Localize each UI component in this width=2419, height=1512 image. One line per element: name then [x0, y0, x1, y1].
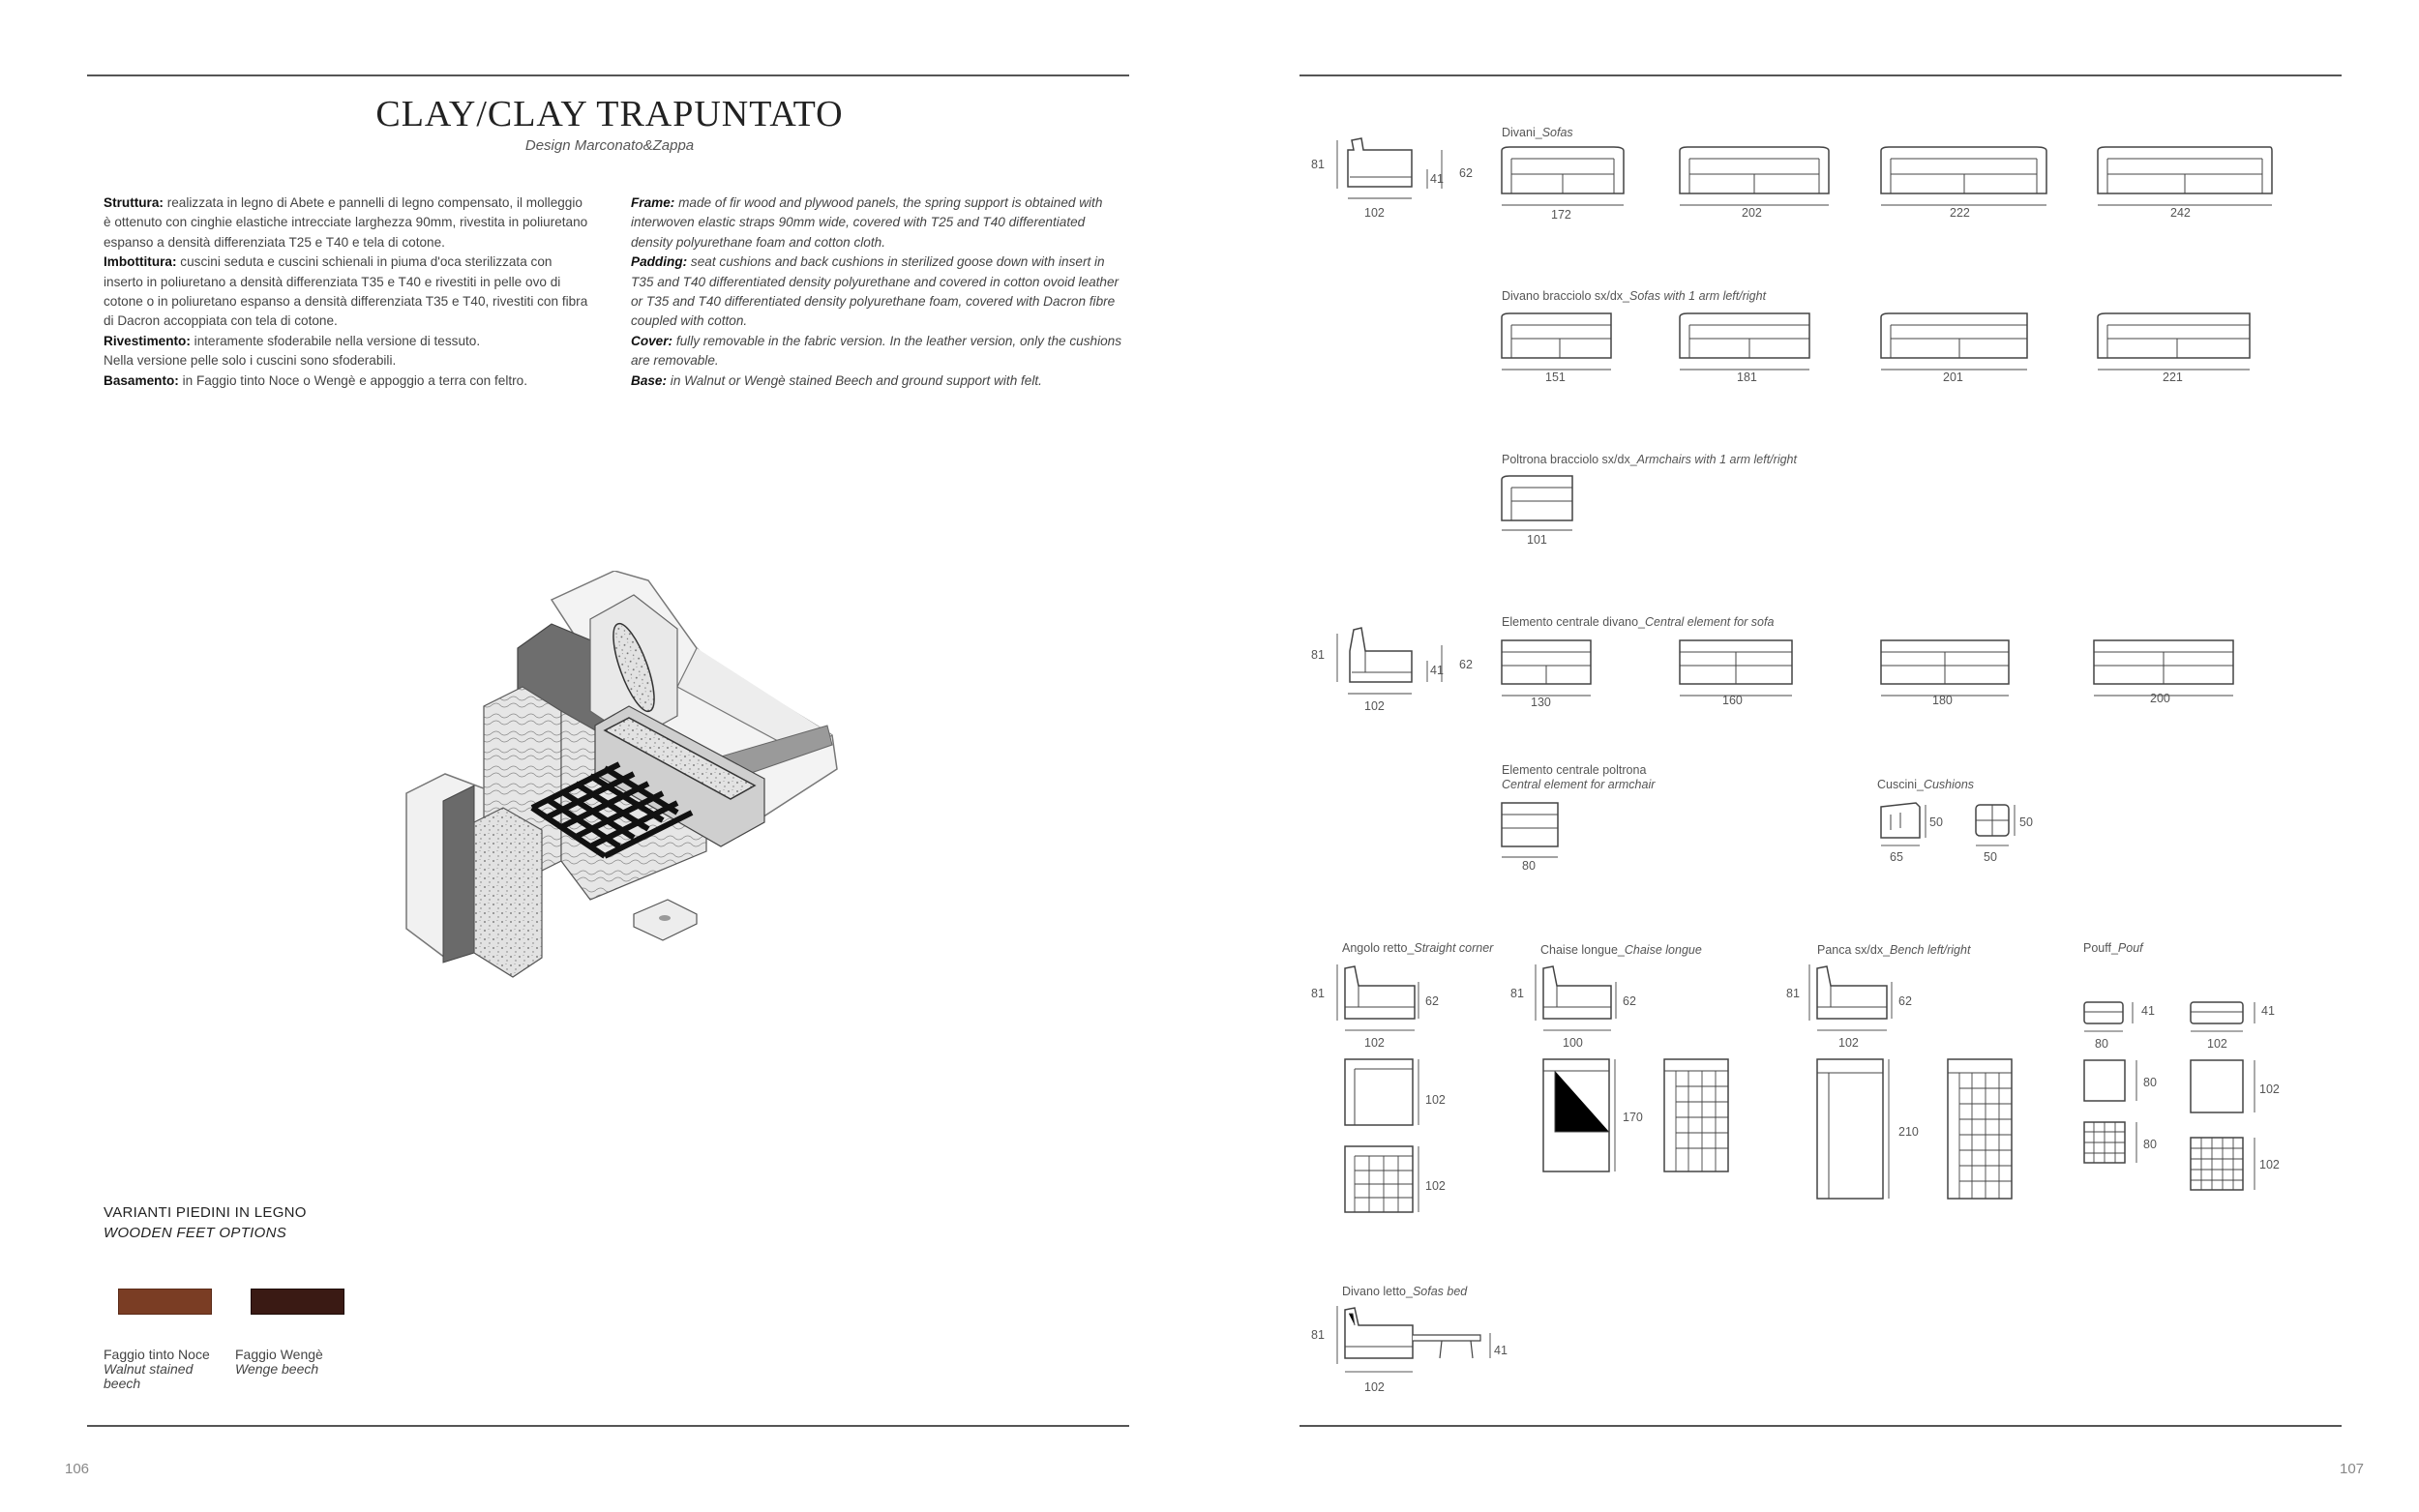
swatch-walnut-caption — [104, 1348, 210, 1391]
bottom-rule-left — [87, 1425, 1129, 1427]
dim-seat-41-middle: 41 — [1430, 664, 1444, 677]
label-panca: Panca sx/dx_Bench left/right — [1817, 943, 1971, 957]
angolo-depth-102: 102 — [1364, 1036, 1385, 1050]
frame-text: made of fir wood and plywood panels, the spring support is obtained with interwoven elastic straps 90mm wide, covered with T25 and T40 differentiated density polyurethane foam and cotton cloth. — [631, 195, 1103, 250]
cuscini-50-b: 50 — [2019, 815, 2033, 829]
divani-width-4: 242 — [2170, 206, 2191, 220]
description-italian — [104, 193, 592, 391]
swatch-walnut-name-en: Walnut stained — [104, 1361, 194, 1377]
letto-41: 41 — [1494, 1344, 1508, 1357]
angolo-62: 62 — [1425, 994, 1439, 1008]
panca-81: 81 — [1786, 987, 1800, 1000]
dim-depth-102-middle: 102 — [1364, 699, 1385, 713]
cuscini-50-c: 50 — [1984, 850, 1997, 864]
top-rule-right — [1299, 74, 2342, 76]
chaise-81: 81 — [1510, 987, 1524, 1000]
page-number-right: 107 — [2340, 1461, 2365, 1477]
divani-width-3: 222 — [1950, 206, 1970, 220]
divani-width-2: 202 — [1742, 206, 1762, 220]
label-poltrona: Poltrona bracciolo sx/dx_Armchairs with 1 arm left/right — [1502, 453, 1797, 466]
rivestimento-text: interamente sfoderabile nella versione di tessuto. — [190, 333, 481, 348]
dim-lines-top — [1326, 140, 1471, 198]
basamento-heading: Basamento: — [104, 372, 179, 388]
central-element-row — [1500, 638, 2255, 701]
feet-heading-it: VARIANTI PIEDINI IN LEGNO — [104, 1204, 307, 1221]
dim-seat-41-top: 41 — [1430, 172, 1444, 186]
angolo-81: 81 — [1311, 987, 1325, 1000]
padding-heading: Padding: — [631, 254, 688, 270]
bracciolo-width-3: 201 — [1943, 371, 1963, 384]
centrale-width-3: 180 — [1932, 694, 1953, 707]
label-centrale-poltrona: Elemento centrale poltrona Central element for armchair — [1502, 763, 1656, 791]
centrale-poltrona-width: 80 — [1522, 859, 1536, 873]
pouf-drawings — [2080, 996, 2293, 1204]
pouf-102-b: 102 — [2259, 1082, 2280, 1096]
armchair-one-arm — [1500, 474, 1577, 534]
poltrona-width: 101 — [1527, 533, 1547, 547]
label-divani: Divani_Sofas — [1502, 126, 1573, 139]
bracciolo-width-1: 151 — [1545, 371, 1566, 384]
panca-102: 102 — [1838, 1036, 1859, 1050]
chaise-170: 170 — [1623, 1111, 1643, 1124]
label-cuscini: Cuscini_Cushions — [1877, 778, 1975, 791]
bottom-rule-right — [1299, 1425, 2342, 1427]
bracciolo-width-4: 221 — [2163, 371, 2183, 384]
basamento-text: in Faggio tinto Noce o Wengè e appoggio a terra con feltro. — [178, 372, 528, 388]
centrale-width-1: 130 — [1531, 696, 1551, 709]
rivestimento-text-2: Nella versione pelle solo i cuscini sono sfoderabili. — [104, 353, 397, 369]
central-armchair — [1500, 801, 1563, 861]
description-english — [631, 193, 1124, 391]
sofa-bed-drawing — [1326, 1304, 1519, 1386]
pouf-80-b: 80 — [2143, 1076, 2157, 1089]
struttura-text: realizzata in legno di Abete e pannelli di legno compensato, il molleggio è ottenuto con cinghie elastiche intrecciate larghezza 90mm, rivestita in poliuretano espanso a densità differenziata T25 e T40 e tela di cotone. — [104, 195, 588, 250]
imbottitura-heading: Imbottitura: — [104, 254, 177, 270]
dim-back-62-middle: 62 — [1459, 658, 1473, 671]
centrale-width-2: 160 — [1722, 694, 1743, 707]
pouf-102-c: 102 — [2259, 1158, 2280, 1171]
frame-heading: Frame: — [631, 195, 675, 210]
base-heading: Base: — [631, 372, 668, 388]
page-number-left: 106 — [65, 1461, 90, 1477]
swatch-wenge-name-it: Faggio Wengè — [235, 1347, 323, 1362]
label-centrale: Elemento centrale divano_Central element for sofa — [1502, 615, 1775, 629]
swatch-walnut — [118, 1289, 212, 1315]
letto-102: 102 — [1364, 1380, 1385, 1394]
chaise-100: 100 — [1563, 1036, 1583, 1050]
panca-210: 210 — [1898, 1125, 1919, 1139]
centrale-width-4: 200 — [2150, 692, 2170, 705]
letto-81: 81 — [1311, 1328, 1325, 1342]
label-bracciolo: Divano bracciolo sx/dx_Sofas with 1 arm left/right — [1502, 289, 1767, 303]
swatch-wenge-caption — [235, 1348, 323, 1377]
dim-h-81-middle: 81 — [1311, 648, 1325, 662]
corner-drawings — [1326, 963, 1442, 1219]
cover-heading: Cover: — [631, 333, 673, 348]
top-rule-left — [87, 74, 1129, 76]
panca-62: 62 — [1898, 994, 1912, 1008]
page-title: CLAY/CLAY TRAPUNTATO — [375, 94, 844, 134]
sofa-front-row — [1500, 145, 2274, 213]
swatch-wenge-name-en: Wenge beech — [235, 1361, 319, 1377]
dim-depth-102-top: 102 — [1364, 206, 1385, 220]
cover-text: fully removable in the fabric version. In the leather version, only the cushions are removable. — [631, 333, 1122, 369]
cuscini-65: 65 — [1890, 850, 1903, 864]
pouf-80-c: 80 — [2143, 1138, 2157, 1151]
dim-back-62-top: 62 — [1459, 166, 1473, 180]
struttura-heading: Struttura: — [104, 195, 164, 210]
imbottitura-text: cuscini seduta e cuscini schienali in piuma d'oca sterilizzata con inserto in poliuretano a densità differenziata T35 e T40 e rivestiti in pelle ovo di cotone o in poliuretano espanso a densità differenziata T35 e T40, rivestiti con fibra di Dacron accoppiata con tela di cotone. — [104, 254, 588, 329]
rivestimento-heading: Rivestimento: — [104, 333, 191, 348]
label-letto: Divano letto_Sofas bed — [1342, 1285, 1468, 1298]
base-text: in Walnut or Wengè stained Beech and ground support with felt. — [667, 372, 1042, 388]
swatch-walnut-name-en-2: beech — [104, 1376, 141, 1391]
padding-text: seat cushions and back cushions in sterilized goose down with insert in T35 and T40 differentiated density polyurethane and covered in cotton ovoid leather or T35 and T40 differentiated density polyurethane foam, covered with Dacron fibre coupled with cotton. — [631, 254, 1120, 329]
designer-credit: Design Marconato&Zappa — [524, 137, 695, 154]
sofa-one-arm-row — [1500, 311, 2274, 374]
label-angolo: Angolo retto_Straight corner — [1342, 941, 1494, 955]
divani-width-1: 172 — [1551, 208, 1571, 222]
pouf-41-b: 41 — [2261, 1004, 2275, 1018]
bracciolo-width-2: 181 — [1737, 371, 1757, 384]
angolo-plan-102: 102 — [1425, 1093, 1446, 1107]
label-pouf: Pouff_Pouf — [2083, 941, 2143, 955]
feet-heading-en: WOODEN FEET OPTIONS — [104, 1225, 287, 1241]
swatch-walnut-name-it: Faggio tinto Noce — [104, 1347, 210, 1362]
pouf-41-a: 41 — [2141, 1004, 2155, 1018]
dim-lines-middle — [1326, 634, 1471, 692]
cuscini-50-a: 50 — [1929, 815, 1943, 829]
dim-h-81-top: 81 — [1311, 158, 1325, 171]
pouf-80-a: 80 — [2095, 1037, 2108, 1051]
construction-illustration — [387, 571, 871, 996]
chaise-62: 62 — [1623, 994, 1636, 1008]
label-chaise: Chaise longue_Chaise longue — [1540, 943, 1702, 957]
swatch-wenge — [251, 1289, 344, 1315]
pouf-102-a: 102 — [2207, 1037, 2227, 1051]
angolo-plan-102-b: 102 — [1425, 1179, 1446, 1193]
